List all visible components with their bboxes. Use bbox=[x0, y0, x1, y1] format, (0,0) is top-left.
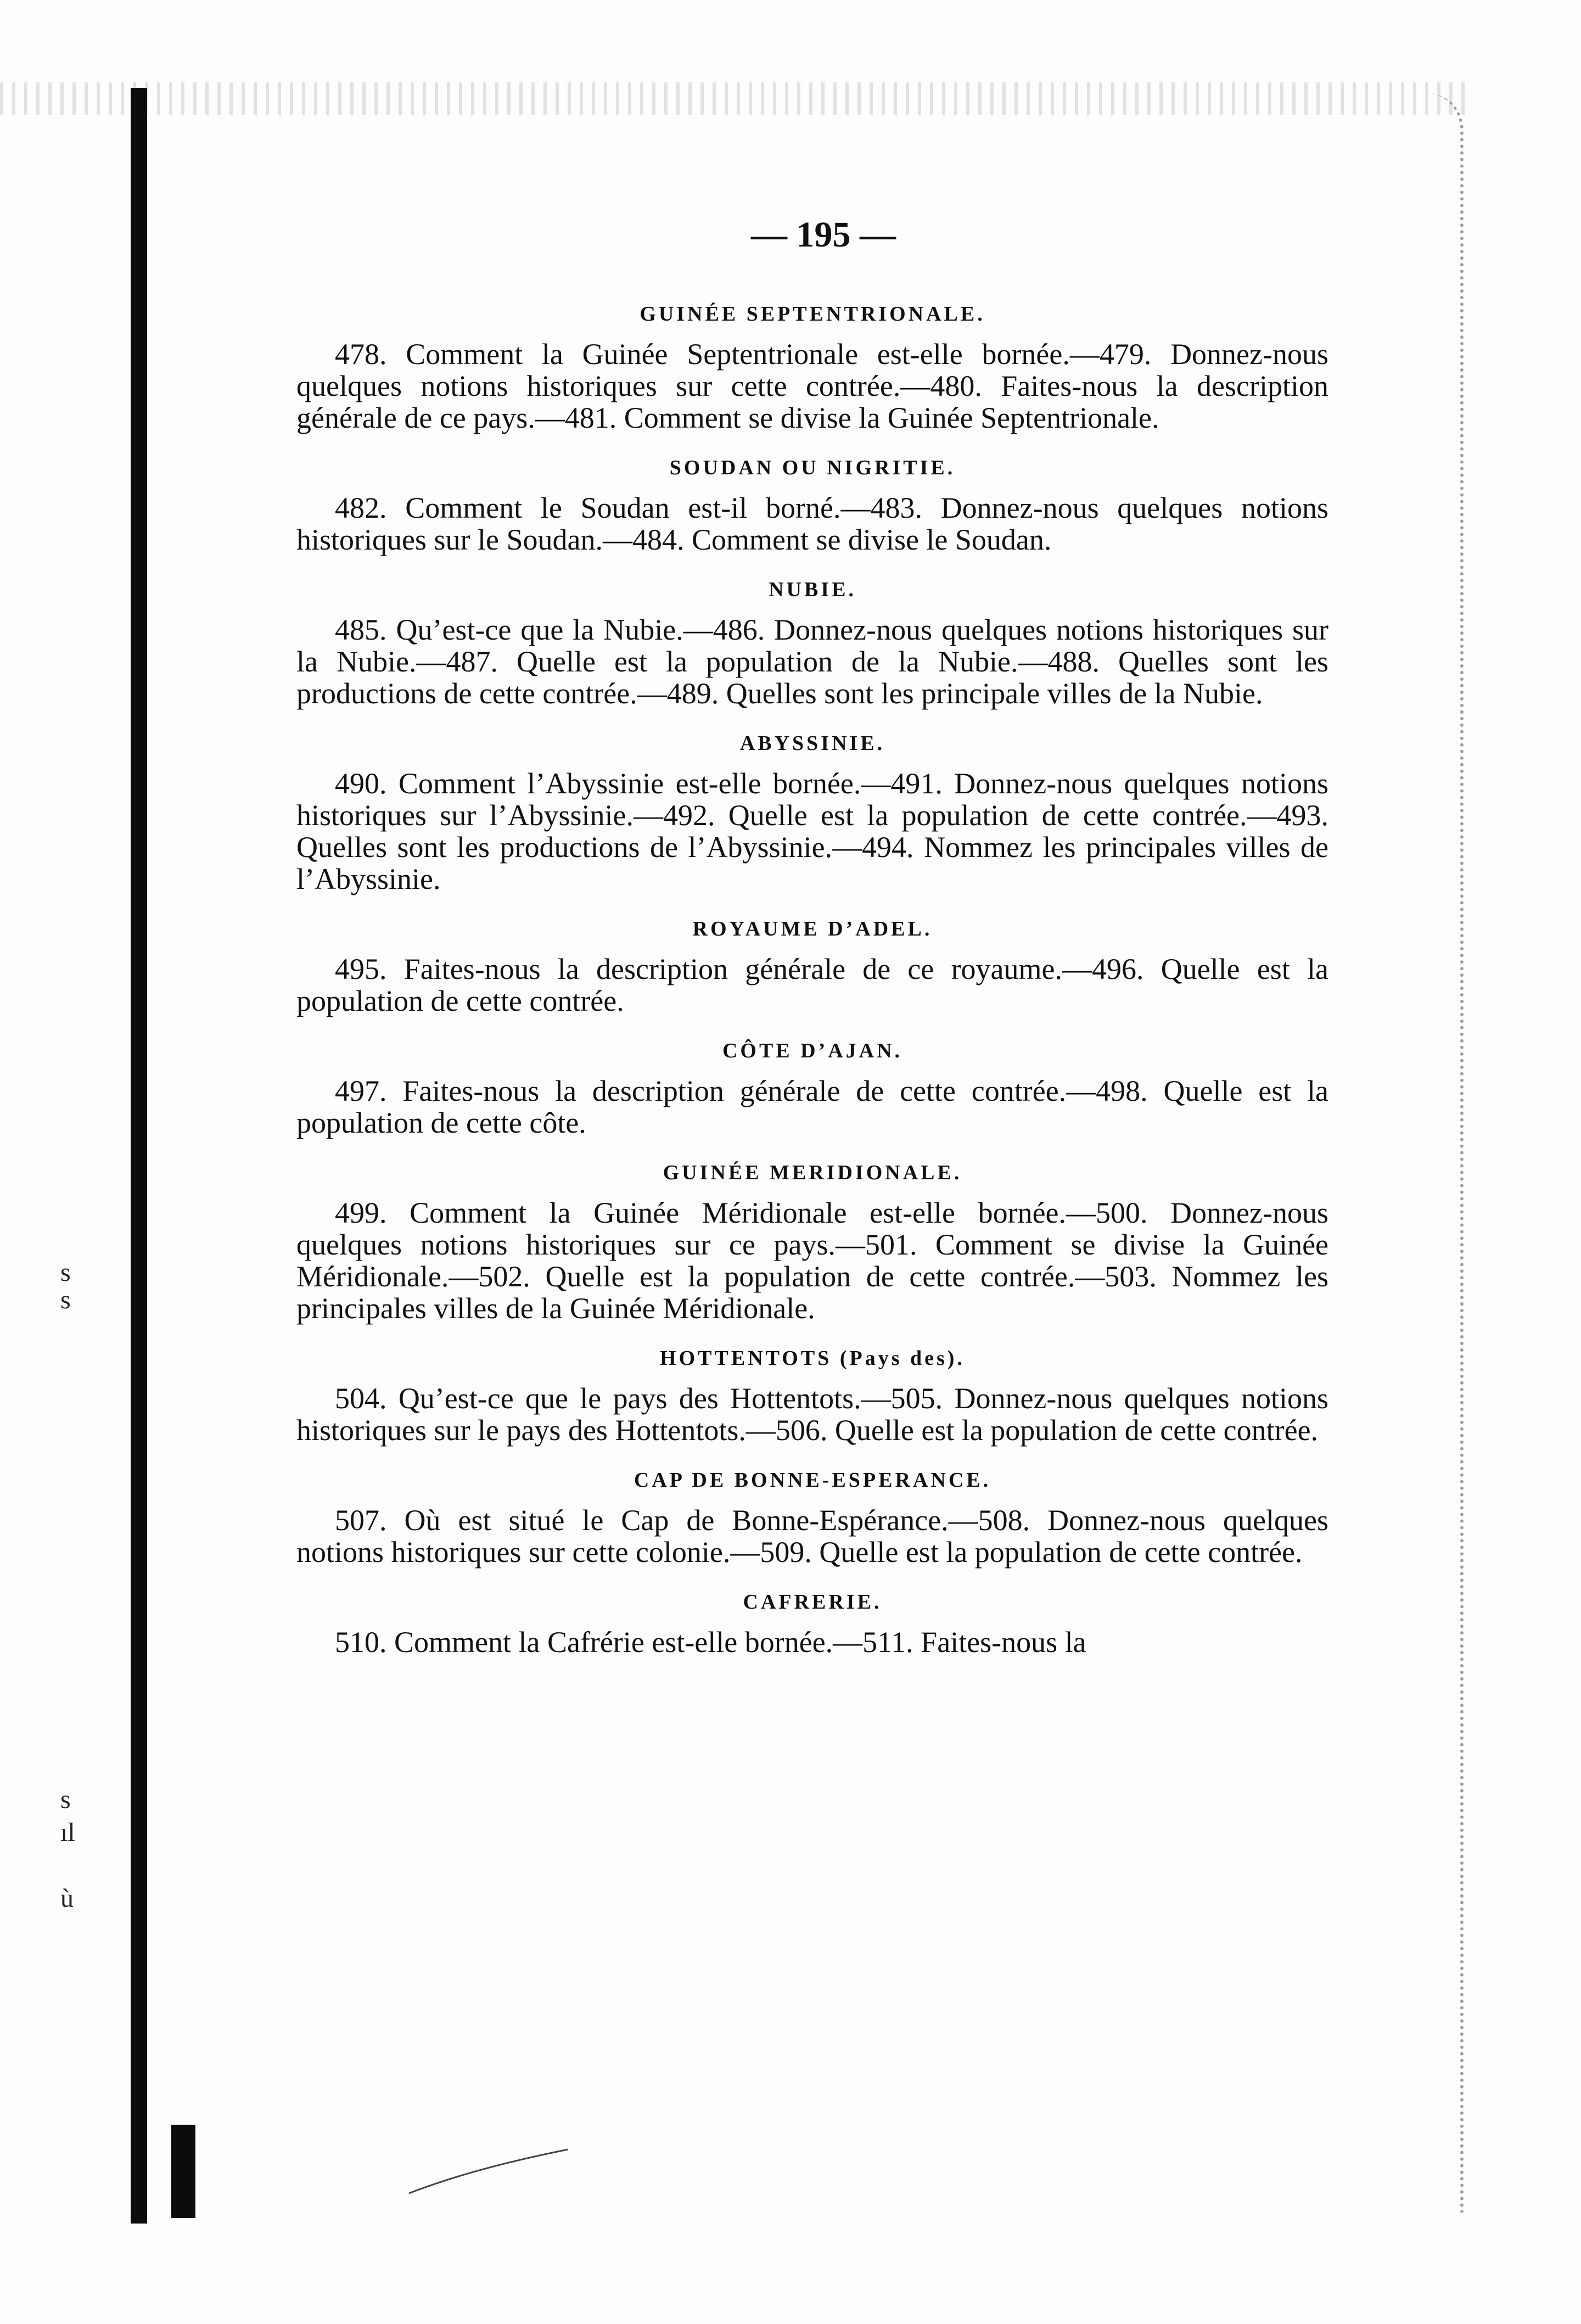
section-questions: 504. Qu’est-ce que le pays des Hottentots.—505. Donnez-nous quelques notions historiques sur le pays des Hottentots.—506. Quelle est la population de cette contrée. bbox=[296, 1382, 1328, 1447]
section-questions: 497. Faites-nous la description générale de cette contrée.—498. Quelle est la population de cette côte. bbox=[296, 1074, 1328, 1139]
section-questions: 485. Qu’est-ce que la Nubie.—486. Donnez-nous quelques notions historiques sur la Nubie.—487. Quelle est la population de la Nubie.—488. Quelles sont les productions de cette contrée.—489. Quelles sont les principale villes de la Nubie. bbox=[296, 613, 1328, 710]
section-heading: GUINÉE SEPTENTRIONALE. bbox=[640, 303, 985, 326]
section-questions: 510. Comment la Cafrérie est-elle bornée.—511. Faites-nous la bbox=[335, 1626, 1086, 1659]
left-margin-fragments bbox=[38, 604, 126, 2031]
pen-stroke-mark bbox=[406, 2147, 571, 2196]
section-heading: HOTTENTOTS (Pays des). bbox=[660, 1347, 965, 1370]
section-questions: 507. Où est situé le Cap de Bonne-Espérance.—508. Donnez-nous quelques notions historiques sur cette colonie.—509. Quelle est la population de cette contrée. bbox=[296, 1504, 1328, 1569]
page-content bbox=[296, 214, 1328, 1658]
section-heading: NUBIE. bbox=[769, 578, 856, 601]
section-questions: 490. Comment l’Abyssinie est-elle bornée.—491. Donnez-nous quelques notions historiques sur l’Abyssinie.—492. Quelle est la population de cette contrée.—493. Quelles sont les productions de l’Abyssinie.—494. Nommez les principales villes de l’Abyssinie. bbox=[296, 767, 1328, 895]
page-number: — 195 — bbox=[751, 215, 896, 255]
page-top-edge bbox=[0, 82, 1471, 115]
section-heading: ROYAUME D’ADEL. bbox=[692, 917, 933, 940]
section-questions: 482. Comment le Soudan est-il borné.—483. Donnez-nous quelques notions historiques sur le Soudan.—484. Comment se divise le Soudan. bbox=[296, 491, 1328, 556]
section-heading: ABYSSINIE. bbox=[739, 732, 885, 755]
margin-fragment: s bbox=[60, 1785, 71, 1814]
margin-fragment: s bbox=[60, 1285, 71, 1314]
binding-spine-foot bbox=[171, 2125, 195, 2218]
section-questions: 495. Faites-nous la description générale de ce royaume.—496. Quelle est la population de cette contrée. bbox=[296, 953, 1328, 1017]
section-questions: 499. Comment la Guinée Méridionale est-elle bornée.—500. Donnez-nous quelques notions historiques sur ce pays.—501. Comment se divise la Guinée Méridionale.—502. Quelle est la population de cette contrée.—503. Nommez les principales villes de la Guinée Méridionale. bbox=[296, 1196, 1328, 1325]
section-heading: CÔTE D’AJAN. bbox=[722, 1039, 903, 1062]
section-heading: CAFRERIE. bbox=[743, 1591, 882, 1614]
margin-fragment: ù bbox=[60, 1884, 74, 1913]
section-questions: 478. Comment la Guinée Septentrionale est-elle bornée.—479. Donnez-nous quelques notions historiques sur cette contrée.—480. Faites-nous la description générale de ce pays.—481. Comment se divise la Guinée Septentrionale. bbox=[296, 338, 1328, 434]
binding-spine-shadow bbox=[131, 88, 147, 2224]
margin-fragment: s bbox=[60, 1258, 71, 1287]
section-heading: SOUDAN OU NIGRITIE. bbox=[669, 456, 956, 479]
page-right-edge bbox=[1427, 93, 1464, 2213]
section-heading: GUINÉE MERIDIONALE. bbox=[663, 1161, 962, 1184]
margin-fragment: ıl bbox=[60, 1818, 75, 1847]
section-heading: CAP DE BONNE-ESPERANCE. bbox=[633, 1469, 991, 1492]
